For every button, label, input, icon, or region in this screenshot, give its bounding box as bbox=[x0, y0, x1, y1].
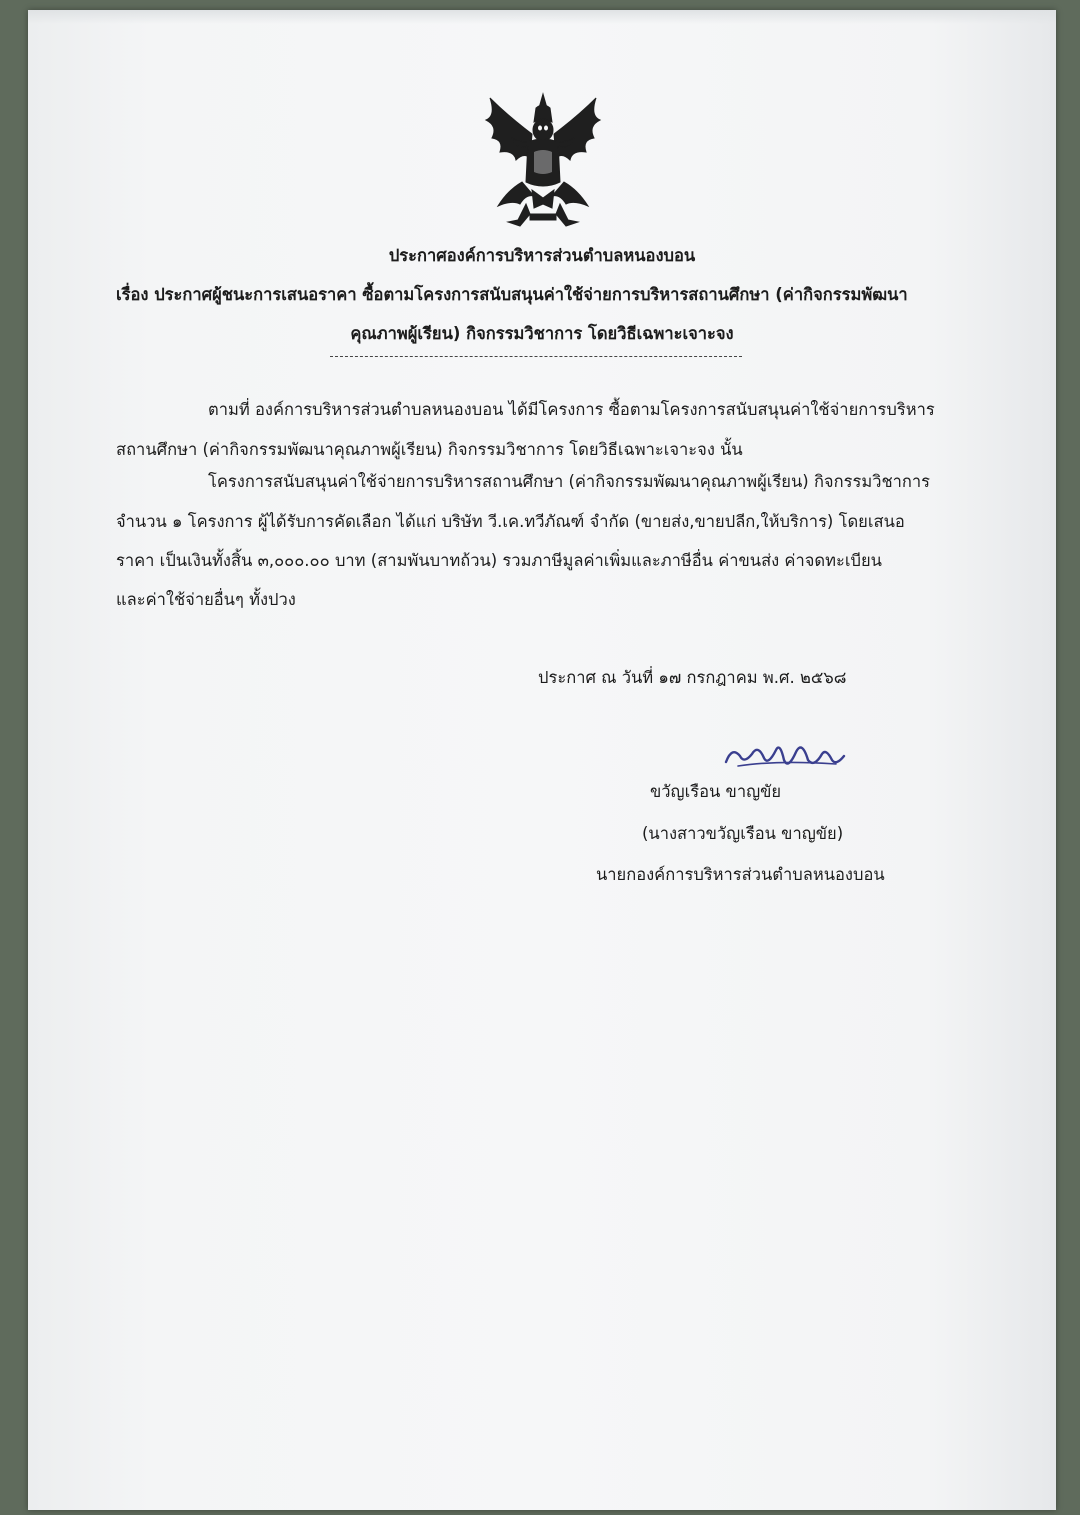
paragraph-1-line-2: สถานศึกษา (ค่ากิจกรรมพัฒนาคุณภาพผู้เรียน) กิจกรรมวิชาการ โดยวิธีเฉพาะเจาะจง นั้น bbox=[116, 440, 743, 459]
document-paper bbox=[28, 10, 1056, 1510]
announcement-date: ประกาศ ณ วันที่ ๑๗ กรกฎาคม พ.ศ. ๒๕๖๘ bbox=[538, 668, 847, 687]
paragraph-2-line-4: และค่าใช้จ่ายอื่นๆ ทั้งปวง bbox=[116, 590, 296, 609]
garuda-emblem-icon bbox=[468, 86, 618, 236]
signer-position: นายกองค์การบริหารส่วนตำบลหนองบอน bbox=[596, 865, 885, 884]
paragraph-2-line-1: โครงการสนับสนุนค่าใช้จ่ายการบริหารสถานศึกษา (ค่ากิจกรรมพัฒนาคุณภาพผู้เรียน) กิจกรรมวิชาการ bbox=[208, 472, 931, 491]
header-separator bbox=[330, 356, 742, 357]
paragraph-2-line-3: ราคา เป็นเงินทั้งสิ้น ๓,๐๐๐.๐๐ บาท (สามพันบาทถ้วน) รวมภาษีมูลค่าเพิ่มและภาษีอื่น ค่าขนส่ง ค่าจดทะเบียน bbox=[116, 551, 882, 570]
subject-line-1: เรื่อง ประกาศผู้ชนะการเสนอราคา ซื้อตามโครงการสนับสนุนค่าใช้จ่ายการบริหารสถานศึกษา (ค่ากิจกรรมพัฒนา bbox=[116, 285, 908, 304]
paragraph-1-line-1: ตามที่ องค์การบริหารส่วนตำบลหนองบอน ได้มีโครงการ ซื้อตามโครงการสนับสนุนค่าใช้จ่ายการบริหาร bbox=[208, 400, 935, 419]
handwritten-signature bbox=[718, 730, 868, 780]
signer-full-name: (นางสาวขวัญเรือน ขาญขัย) bbox=[642, 824, 844, 843]
signer-name: ขวัญเรือน ขาญขัย bbox=[650, 782, 782, 801]
paper-edge-shadow bbox=[28, 10, 1056, 24]
document-title: ประกาศองค์การบริหารส่วนตำบลหนองบอน bbox=[388, 246, 696, 265]
subject-line-2: คุณภาพผู้เรียน) กิจกรรมวิชาการ โดยวิธีเฉพาะเจาะจง bbox=[350, 324, 734, 343]
paragraph-2-line-2: จำนวน ๑ โครงการ ผู้ได้รับการคัดเลือก ได้แก่ บริษัท วี.เค.ทวีภัณฑ์ จำกัด (ขายส่ง,ขายปลีก,ให้บริการ) โดยเสนอ bbox=[116, 512, 905, 531]
